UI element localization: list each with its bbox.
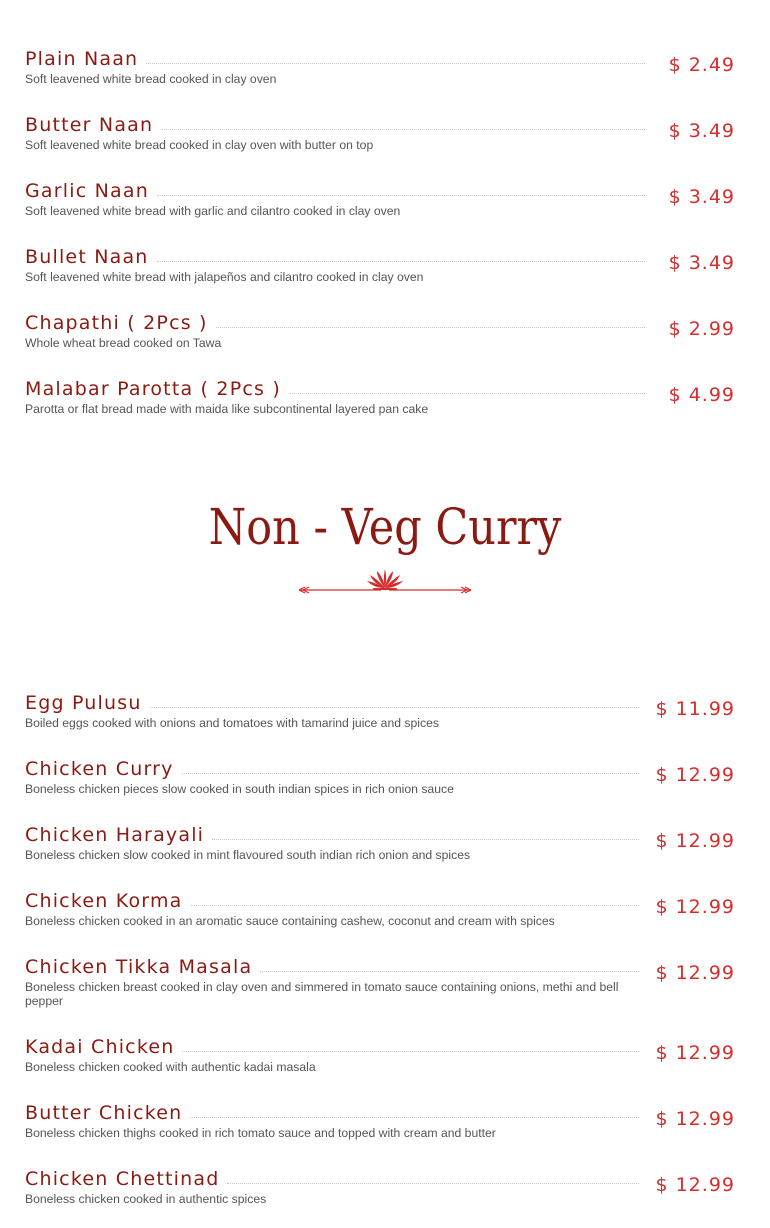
menu-item	[25, 818, 735, 884]
item-description: Soft leavened white bread with garlic and cilantro cooked in clay oven	[25, 204, 401, 218]
item-price: $ 12.99	[655, 830, 735, 852]
dotted-leader	[212, 838, 639, 840]
dotted-leader	[182, 772, 639, 774]
item-name: Chicken Harayali	[25, 824, 205, 846]
item-price: $ 12.99	[655, 1042, 735, 1064]
item-price: $ 4.99	[668, 384, 735, 406]
dotted-leader	[227, 1182, 639, 1184]
item-name: Chicken Korma	[25, 890, 183, 912]
item-description: Boneless chicken cooked in an aromatic sauce containing cashew, coconut and cream with spices	[25, 914, 555, 928]
dotted-leader	[161, 128, 645, 130]
item-description: Parotta or flat bread made with maida like subcontinental layered pan cake	[25, 402, 429, 416]
dotted-leader	[182, 1050, 639, 1052]
item-name: Kadai Chicken	[25, 1036, 175, 1058]
menu-item	[25, 1162, 735, 1228]
item-description: Soft leavened white bread cooked in clay oven	[25, 72, 277, 86]
menu-item	[25, 108, 735, 174]
menu-item	[25, 1096, 735, 1162]
item-description: Boneless chicken slow cooked in mint flavoured south indian rich onion and spices	[25, 848, 471, 862]
item-description: Boneless chicken cooked with authentic kadai masala	[25, 1060, 316, 1074]
item-price: $ 3.49	[668, 252, 735, 274]
item-price: $ 12.99	[655, 896, 735, 918]
menu-item	[25, 174, 735, 240]
dotted-leader	[157, 194, 645, 196]
item-name: Egg Pulusu	[25, 692, 142, 714]
dotted-leader	[260, 970, 639, 972]
item-name: Malabar Parotta ( 2Pcs )	[25, 378, 281, 400]
item-name: Bullet Naan	[25, 246, 149, 268]
item-price: $ 3.49	[668, 186, 735, 208]
menu-item	[25, 1030, 735, 1096]
item-name: Chicken Tikka Masala	[25, 956, 253, 978]
menu-item	[25, 686, 735, 752]
menu-item	[25, 42, 735, 108]
menu-item	[25, 306, 735, 372]
item-price: $ 12.99	[655, 764, 735, 786]
item-name: Chicken Chettinad	[25, 1168, 220, 1190]
menu-item	[25, 752, 735, 818]
item-description: Boneless chicken thighs cooked in rich tomato sauce and topped with cream and butter	[25, 1126, 496, 1140]
lotus-divider-icon	[295, 566, 475, 598]
item-name: Chicken Curry	[25, 758, 174, 780]
dotted-leader	[216, 326, 645, 328]
item-price: $ 3.49	[668, 120, 735, 142]
item-description: Boneless chicken pieces slow cooked in south indian spices in rich onion sauce	[25, 782, 454, 796]
item-description: Soft leavened white bread cooked in clay oven with butter on top	[25, 138, 374, 152]
item-price: $ 2.49	[668, 54, 735, 76]
bread-menu-list	[25, 42, 735, 438]
item-name: Butter Chicken	[25, 1102, 183, 1124]
item-name: Chapathi ( 2Pcs )	[25, 312, 208, 334]
item-description: Boneless chicken breast cooked in clay oven and simmered in tomato sauce containing onions, methi and bell pepper	[25, 980, 619, 1008]
item-price: $ 12.99	[655, 962, 735, 984]
item-description: Soft leavened white bread with jalapeños and cilantro cooked in clay oven	[25, 270, 424, 284]
item-price: $ 12.99	[655, 1108, 735, 1130]
item-name: Butter Naan	[25, 114, 154, 136]
menu-item	[25, 950, 735, 1030]
menu-item	[25, 372, 735, 438]
dotted-leader	[146, 62, 645, 64]
item-name: Plain Naan	[25, 48, 139, 70]
dotted-leader	[190, 1116, 639, 1118]
dotted-leader	[150, 706, 639, 708]
item-description: Whole wheat bread cooked on Tawa	[25, 336, 222, 350]
item-price: $ 11.99	[655, 698, 735, 720]
item-name: Garlic Naan	[25, 180, 149, 202]
item-description: Boneless chicken cooked in authentic spices	[25, 1192, 267, 1206]
menu-item	[25, 884, 735, 950]
dotted-leader	[289, 392, 645, 394]
item-description: Boiled eggs cooked with onions and tomatoes with tamarind juice and spices	[25, 716, 439, 730]
item-price: $ 12.99	[655, 1174, 735, 1196]
section-title: Non - Veg Curry	[208, 498, 562, 556]
nonveg-menu-list	[25, 686, 735, 1228]
dotted-leader	[191, 904, 640, 906]
item-price: $ 2.99	[668, 318, 735, 340]
menu-item	[25, 240, 735, 306]
dotted-leader	[157, 260, 645, 262]
